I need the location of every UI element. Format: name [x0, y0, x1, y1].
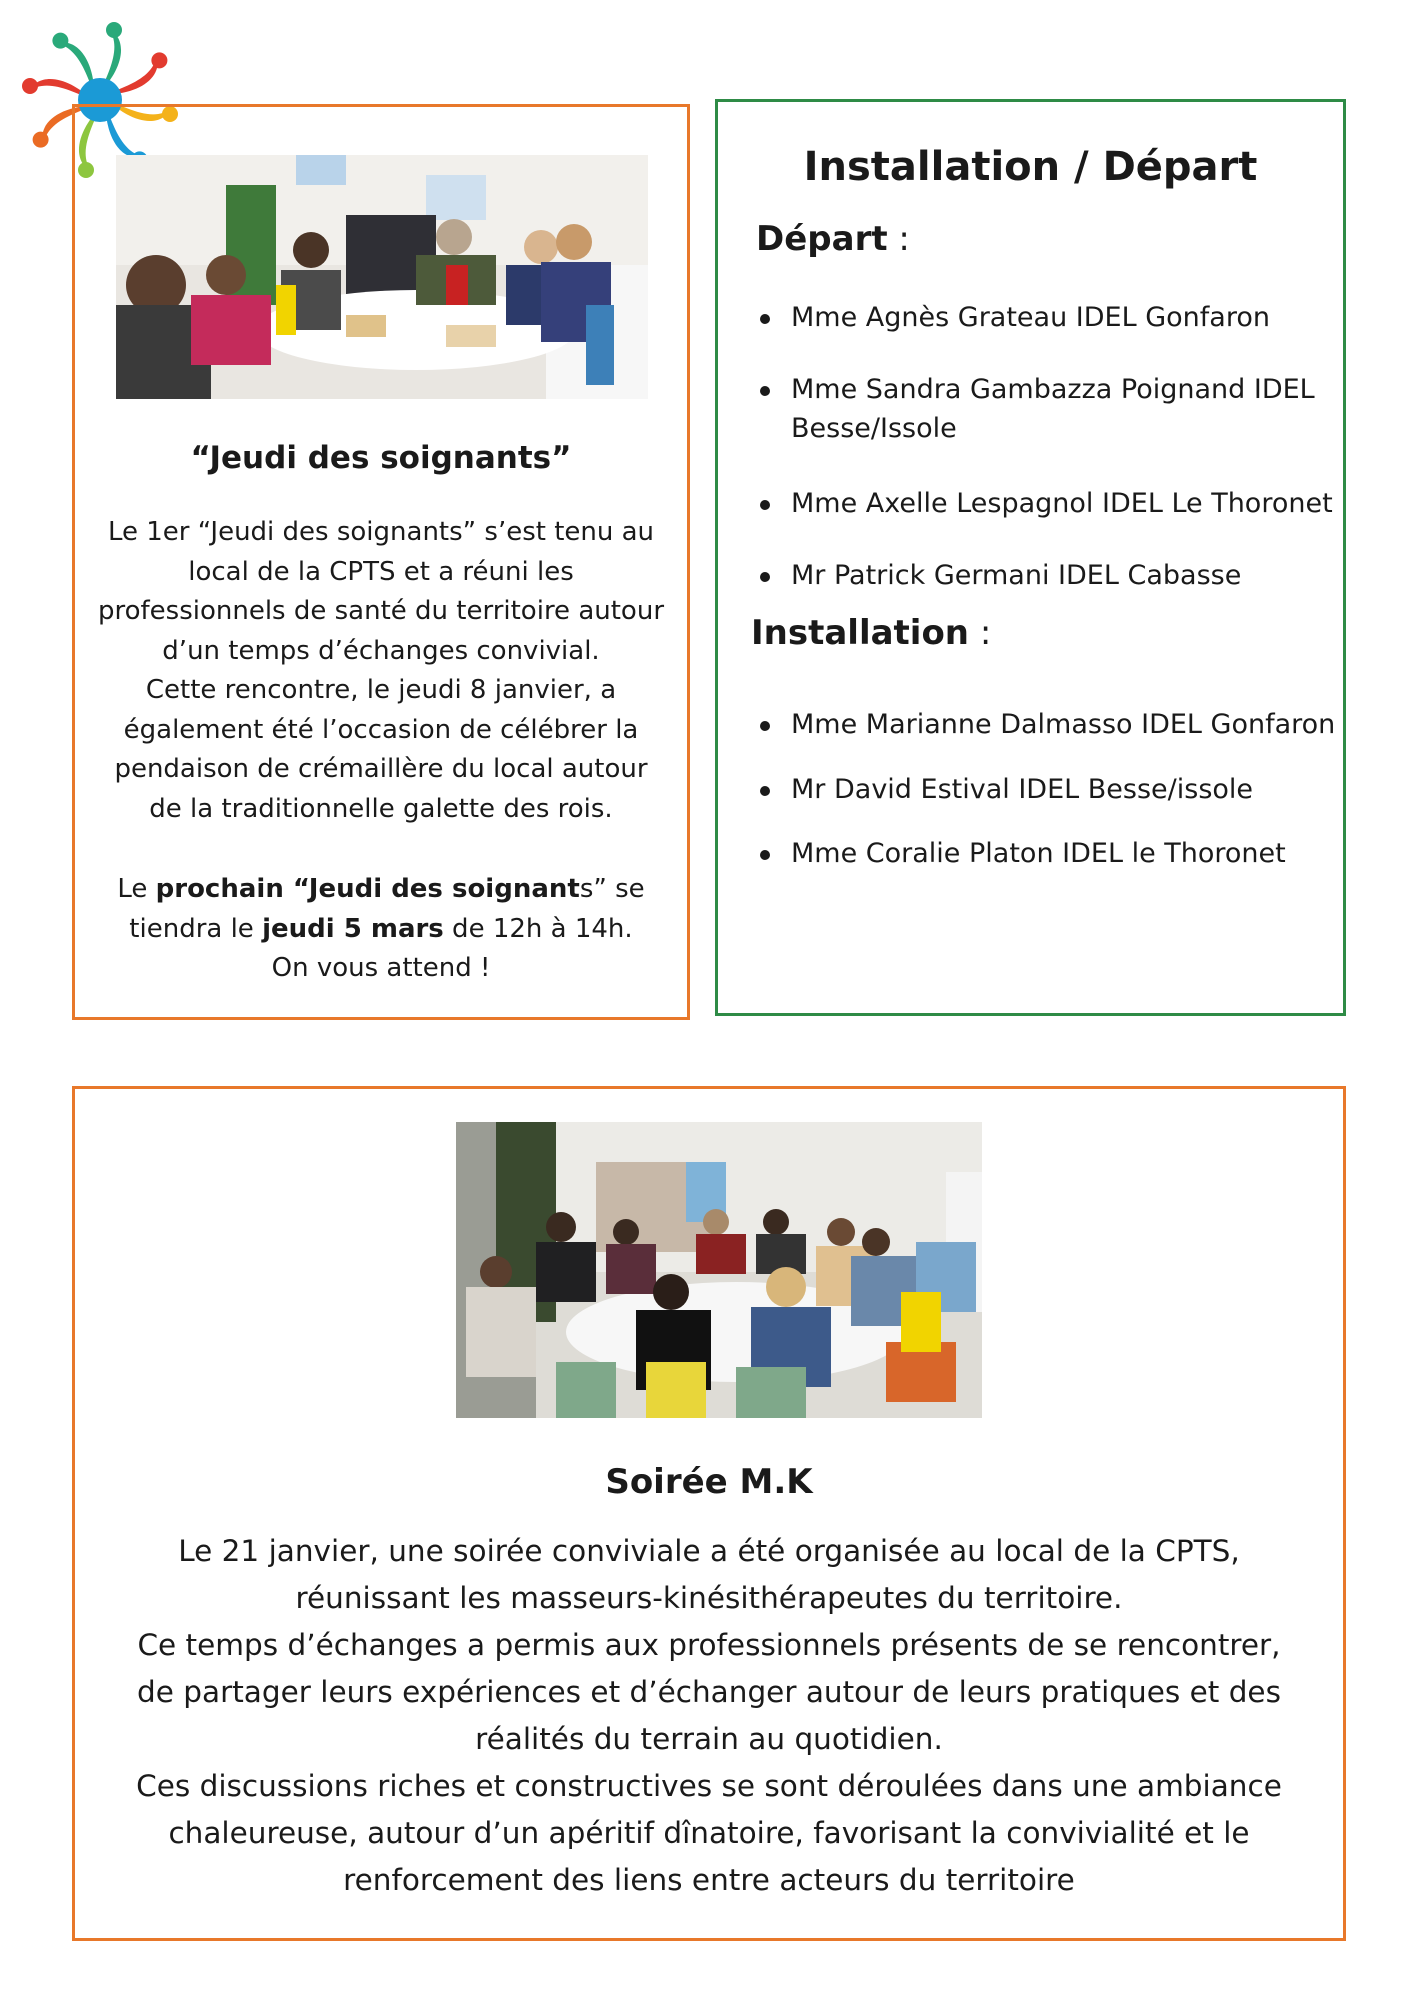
- list-item: Mr David Estival IDEL Besse/issole: [756, 770, 1253, 809]
- soiree-line: réalités du terrain au quotidien.: [475, 1722, 943, 1756]
- list-item: Mme Sandra Gambazza Poignand IDEL Besse/Issole: [756, 370, 1336, 448]
- soiree-line: Ce temps d’échanges a permis aux professionnels présents de se rencontrer,: [137, 1628, 1281, 1662]
- depart-label: Départ: [756, 219, 888, 259]
- installation-colon: :: [969, 613, 992, 653]
- next-event-suffix: s” se: [579, 874, 645, 904]
- soiree-line: de partager leurs expériences et d’échanger autour de leurs pratiques et des: [137, 1675, 1281, 1709]
- installation-heading: [751, 613, 991, 653]
- soiree-line: chaleureuse, autour d’un apéritif dînatoire, favorisant la convivialité et le: [168, 1816, 1250, 1850]
- next-event-closing: On vous attend !: [271, 953, 491, 983]
- list-item: Mme Axelle Lespagnol IDEL Le Thoronet: [756, 484, 1333, 523]
- jeudi-line: pendaison de crémaillère du local autour: [114, 754, 648, 784]
- jeudi-line: local de la CPTS et a réuni les: [188, 556, 574, 587]
- next-event-line-2: [75, 910, 687, 950]
- soiree-line: renforcement des liens entre acteurs du territoire: [343, 1863, 1075, 1897]
- soiree-photo: [456, 1122, 982, 1418]
- jeudi-title: “Jeudi des soignants”: [190, 440, 572, 476]
- next-event-date: jeudi 5 mars: [262, 913, 444, 944]
- jeudi-line: de la traditionnelle galette des rois.: [149, 793, 613, 824]
- depart-colon: :: [887, 219, 910, 259]
- list-item: Mme Agnès Grateau IDEL Gonfaron: [756, 298, 1270, 337]
- next-event-le: Le: [117, 874, 156, 904]
- installation-title: Installation / Départ: [803, 144, 1258, 190]
- list-item: Mme Coralie Platon IDEL le Thoronet: [756, 834, 1286, 873]
- jeudi-soignants-card: [72, 104, 690, 1020]
- jeudi-photo: [116, 155, 648, 399]
- list-item: Mme Marianne Dalmasso IDEL Gonfaron: [756, 705, 1335, 744]
- jeudi-line: Le 1er “Jeudi des soignants” s’est tenu au: [107, 517, 655, 547]
- installation-depart-card: [715, 99, 1346, 1016]
- soiree-mk-card: [72, 1086, 1346, 1941]
- list-item: Mr Patrick Germani IDEL Cabasse: [756, 556, 1241, 595]
- soiree-line: réunissant les masseurs-kinésithérapeutes du territoire.: [295, 1581, 1123, 1615]
- soiree-description: [75, 1528, 1343, 1904]
- next-event-tiendra: tiendra le: [129, 913, 263, 944]
- soiree-line: Le 21 janvier, une soirée conviviale a été organisée au local de la CPTS,: [178, 1534, 1240, 1568]
- next-event-time: de 12h à 14h.: [443, 913, 633, 944]
- next-event-name: prochain “Jeudi des soignant: [155, 874, 580, 904]
- installation-label: Installation: [751, 613, 970, 653]
- soiree-title: Soirée M.K: [605, 1462, 813, 1502]
- depart-heading: [756, 219, 910, 259]
- jeudi-line: d’un temps d’échanges convivial.: [162, 635, 600, 666]
- soiree-line: Ces discussions riches et constructives se sont déroulées dans une ambiance: [136, 1769, 1282, 1803]
- jeudi-line: professionnels de santé du territoire autour: [97, 596, 665, 626]
- jeudi-line: Cette rencontre, le jeudi 8 janvier, a: [145, 675, 617, 705]
- jeudi-description: [75, 513, 687, 829]
- jeudi-next-event: [75, 870, 687, 989]
- next-event-line-1: [75, 870, 687, 910]
- jeudi-line: également été l’occasion de célébrer la: [123, 714, 639, 745]
